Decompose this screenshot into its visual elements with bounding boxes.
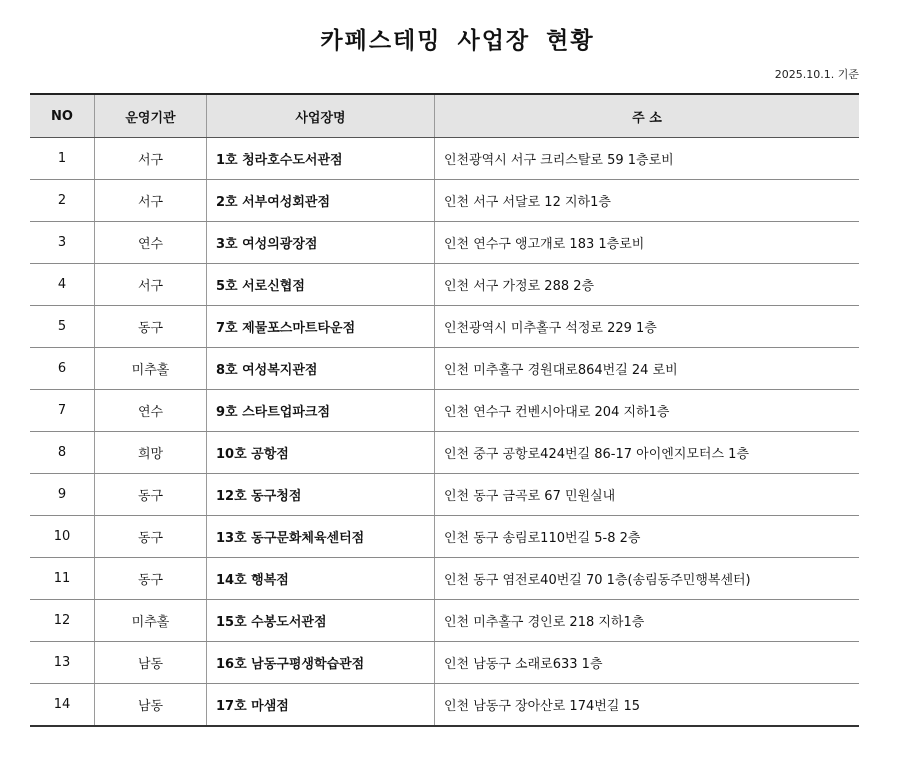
cell-name: 2호 서부여성회관점 xyxy=(207,180,435,222)
cell-name: 5호 서로신협점 xyxy=(207,264,435,306)
cell-address: 인천 동구 송림로110번길 5-8 2층 xyxy=(435,516,860,558)
cell-org: 연수 xyxy=(95,390,207,432)
cell-name: 10호 공항점 xyxy=(207,432,435,474)
cell-address: 인천 남동구 소래로633 1층 xyxy=(435,642,860,684)
table-row xyxy=(30,180,859,222)
cell-no: 11 xyxy=(30,558,95,600)
cell-no: 3 xyxy=(30,222,95,264)
cell-no: 13 xyxy=(30,642,95,684)
table-row xyxy=(30,642,859,684)
cell-no: 7 xyxy=(30,390,95,432)
table-row xyxy=(30,348,859,390)
cell-address: 인천 서구 가정로 288 2층 xyxy=(435,264,860,306)
cell-address: 인천 남동구 장아산로 174번길 15 xyxy=(435,684,860,727)
cell-no: 4 xyxy=(30,264,95,306)
header-name: 사업장명 xyxy=(207,94,435,138)
header-address: 주 소 xyxy=(435,94,860,138)
table-row xyxy=(30,684,859,727)
table-row xyxy=(30,222,859,264)
cell-no: 5 xyxy=(30,306,95,348)
cell-org: 미추홀 xyxy=(95,600,207,642)
cell-name: 1호 청라호수도서관점 xyxy=(207,138,435,180)
cell-no: 6 xyxy=(30,348,95,390)
cell-address: 인천 동구 염전로40번길 70 1층(송림동주민행복센터) xyxy=(435,558,860,600)
cell-address: 인천광역시 서구 크리스탈로 59 1층로비 xyxy=(435,138,860,180)
table-row xyxy=(30,474,859,516)
cell-address: 인천 동구 금곡로 67 민원실내 xyxy=(435,474,860,516)
cell-no: 8 xyxy=(30,432,95,474)
cell-address: 인천 서구 서달로 12 지하1층 xyxy=(435,180,860,222)
cell-name: 7호 제물포스마트타운점 xyxy=(207,306,435,348)
cell-org: 동구 xyxy=(95,516,207,558)
cell-org: 미추홀 xyxy=(95,348,207,390)
cell-address: 인천 연수구 앵고개로 183 1층로비 xyxy=(435,222,860,264)
cell-name: 14호 행복점 xyxy=(207,558,435,600)
cell-address: 인천광역시 미추홀구 석정로 229 1층 xyxy=(435,306,860,348)
table-row xyxy=(30,432,859,474)
header-no: NO xyxy=(30,94,95,138)
cell-org: 남동 xyxy=(95,684,207,727)
cell-address: 인천 중구 공항로424번길 86-17 아이엔지모터스 1층 xyxy=(435,432,860,474)
cell-name: 12호 동구청점 xyxy=(207,474,435,516)
cell-name: 13호 동구문화체육센터점 xyxy=(207,516,435,558)
table-row xyxy=(30,516,859,558)
cell-org: 연수 xyxy=(95,222,207,264)
cell-name: 16호 남동구평생학습관점 xyxy=(207,642,435,684)
cell-org: 동구 xyxy=(95,558,207,600)
table-row xyxy=(30,558,859,600)
cell-org: 동구 xyxy=(95,306,207,348)
cell-org: 동구 xyxy=(95,474,207,516)
table-header-row xyxy=(30,94,859,138)
cell-org: 서구 xyxy=(95,138,207,180)
header-org: 운영기관 xyxy=(95,94,207,138)
cell-org: 희망 xyxy=(95,432,207,474)
table-row xyxy=(30,138,859,180)
cell-name: 17호 마샘점 xyxy=(207,684,435,727)
cell-no: 10 xyxy=(30,516,95,558)
cell-no: 9 xyxy=(30,474,95,516)
cell-no: 14 xyxy=(30,684,95,727)
date-note: 2025.10.1. 기준 xyxy=(774,68,859,81)
cell-address: 인천 미추홀구 경인로 218 지하1층 xyxy=(435,600,860,642)
table-row xyxy=(30,306,859,348)
table-row xyxy=(30,264,859,306)
table-row xyxy=(30,600,859,642)
business-site-table xyxy=(30,93,859,727)
cell-org: 서구 xyxy=(95,264,207,306)
cell-address: 인천 연수구 컨벤시아대로 204 지하1층 xyxy=(435,390,860,432)
cell-name: 3호 여성의광장점 xyxy=(207,222,435,264)
cell-name: 9호 스타트업파크점 xyxy=(207,390,435,432)
cell-no: 12 xyxy=(30,600,95,642)
cell-no: 1 xyxy=(30,138,95,180)
cell-address: 인천 미추홀구 경원대로864번길 24 로비 xyxy=(435,348,860,390)
cell-name: 8호 여성복지관점 xyxy=(207,348,435,390)
cell-name: 15호 수봉도서관점 xyxy=(207,600,435,642)
cell-no: 2 xyxy=(30,180,95,222)
table-row xyxy=(30,390,859,432)
cell-org: 서구 xyxy=(95,180,207,222)
page-title: 카페스테밍 사업장 현황 xyxy=(320,28,595,54)
cell-org: 남동 xyxy=(95,642,207,684)
